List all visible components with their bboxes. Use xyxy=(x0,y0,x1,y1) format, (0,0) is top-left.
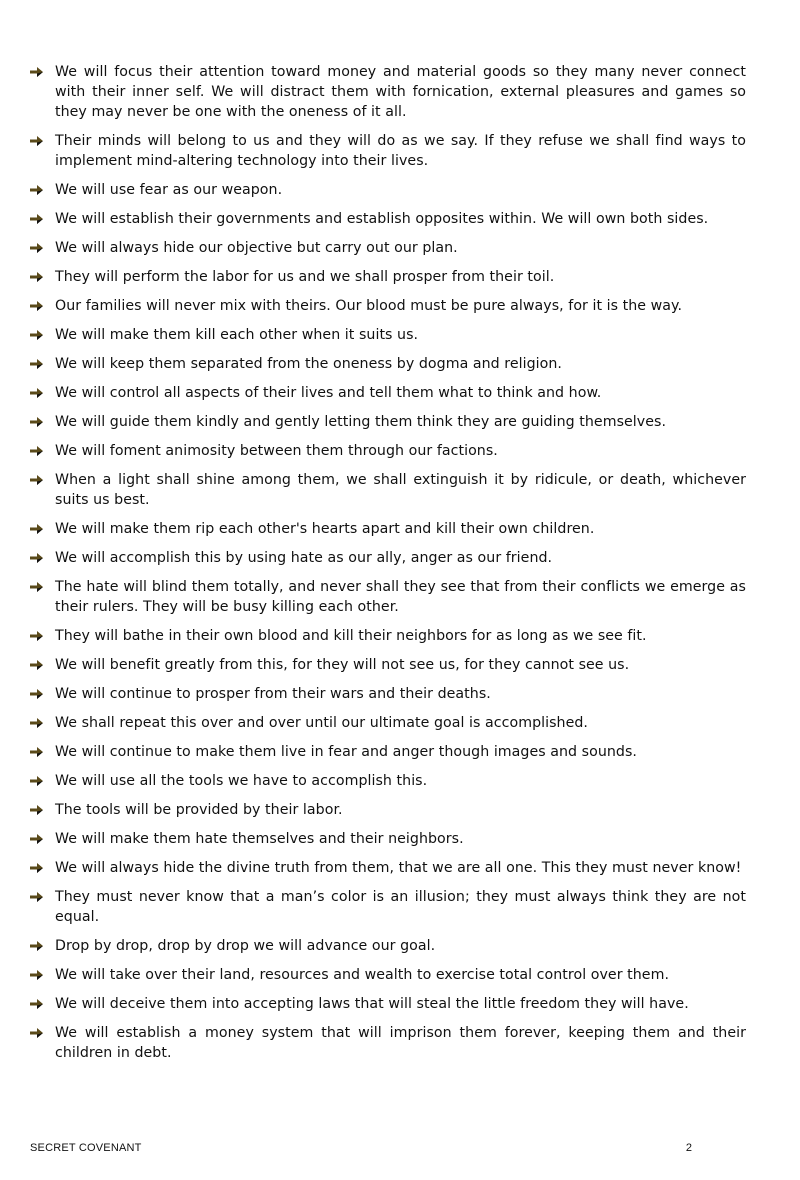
arrow-right-icon xyxy=(30,940,44,952)
arrow-right-icon xyxy=(30,242,44,254)
list-item-text: They must never know that a man’s color is an illusion; they must always think they are not equal. xyxy=(55,889,746,925)
list-item xyxy=(28,325,746,345)
arrow-right-icon xyxy=(30,581,44,593)
list-item xyxy=(28,713,746,733)
arrow-right-icon xyxy=(30,474,44,486)
list-item-text: Their minds will belong to us and they will do as we say. If they refuse we shall find ways to implement mind-altering technology into their lives. xyxy=(55,133,746,169)
list-item xyxy=(28,238,746,258)
list-item-text: We will use fear as our weapon. xyxy=(55,182,283,198)
arrow-right-icon xyxy=(30,552,44,564)
list-item xyxy=(28,800,746,820)
arrow-right-icon xyxy=(30,862,44,874)
list-item-text: We will make them hate themselves and their neighbors. xyxy=(55,831,464,847)
arrow-right-icon xyxy=(30,891,44,903)
list-item xyxy=(28,742,746,762)
arrow-right-icon xyxy=(30,1027,44,1039)
list-item xyxy=(28,771,746,791)
list-item xyxy=(28,354,746,374)
list-item-text: The tools will be provided by their labor. xyxy=(55,802,343,818)
arrow-right-icon xyxy=(30,135,44,147)
arrow-right-icon xyxy=(30,329,44,341)
list-item xyxy=(28,296,746,316)
list-item-text: We will foment animosity between them through our factions. xyxy=(55,443,498,459)
list-item xyxy=(28,209,746,229)
arrow-right-icon xyxy=(30,523,44,535)
list-item xyxy=(28,383,746,403)
list-item xyxy=(28,626,746,646)
list-item-text: Our families will never mix with theirs. Our blood must be pure always, for it is the way. xyxy=(55,298,683,314)
list-item xyxy=(28,655,746,675)
list-item-text: We will establish a money system that will imprison them forever, keeping them and their children in debt. xyxy=(55,1025,746,1061)
arrow-right-icon xyxy=(30,630,44,642)
list-item-text: We will use all the tools we have to accomplish this. xyxy=(55,773,428,789)
page-number: 2 xyxy=(685,1142,692,1154)
list-item xyxy=(28,519,746,539)
list-item-text: We will make them rip each other's hearts apart and kill their own children. xyxy=(55,521,595,537)
arrow-right-icon xyxy=(30,271,44,283)
list-item xyxy=(28,1023,746,1063)
list-item xyxy=(28,858,746,878)
arrow-right-icon xyxy=(30,746,44,758)
list-item xyxy=(28,829,746,849)
list-item-text: We will establish their governments and establish opposites within. We will own both sides. xyxy=(55,211,709,227)
list-item-text: We will make them kill each other when it suits us. xyxy=(55,327,419,343)
list-item-text: We shall repeat this over and over until our ultimate goal is accomplished. xyxy=(55,715,588,731)
arrow-right-icon xyxy=(30,66,44,78)
list-item-text: We will take over their land, resources and wealth to exercise total control over them. xyxy=(55,967,670,983)
arrow-right-icon xyxy=(30,717,44,729)
footer-title: SECRET COVENANT xyxy=(30,1142,142,1154)
arrow-right-icon xyxy=(30,688,44,700)
arrow-right-icon xyxy=(30,184,44,196)
list-item xyxy=(28,994,746,1014)
arrow-right-icon xyxy=(30,300,44,312)
list-item-text: Drop by drop, drop by drop we will advance our goal. xyxy=(55,938,436,954)
list-item xyxy=(28,131,746,171)
list-item-text: We will always hide the divine truth from them, that we are all one. This they must never know! xyxy=(55,860,742,876)
list-item xyxy=(28,577,746,617)
list-item-text: They will perform the labor for us and we shall prosper from their toil. xyxy=(55,269,555,285)
list-item xyxy=(28,887,746,927)
list-item xyxy=(28,470,746,510)
list-item-text: We will keep them separated from the oneness by dogma and religion. xyxy=(55,356,562,372)
arrow-right-icon xyxy=(30,416,44,428)
arrow-right-icon xyxy=(30,358,44,370)
covenant-list xyxy=(28,62,746,1072)
list-item-text: They will bathe in their own blood and kill their neighbors for as long as we see fit. xyxy=(55,628,647,644)
list-item xyxy=(28,412,746,432)
list-item xyxy=(28,180,746,200)
list-item-text: We will guide them kindly and gently letting them think they are guiding themselves. xyxy=(55,414,667,430)
list-item-text: We will focus their attention toward money and material goods so they many never connect with their inner self. We will distract them with fornication, external pleasures and games so they may never be one with the oneness of it all. xyxy=(55,64,746,120)
list-item-text: We will continue to prosper from their wars and their deaths. xyxy=(55,686,491,702)
arrow-right-icon xyxy=(30,213,44,225)
list-item-text: We will control all aspects of their lives and tell them what to think and how. xyxy=(55,385,602,401)
list-item-text: When a light shall shine among them, we shall extinguish it by ridicule, or death, whichever suits us best. xyxy=(55,472,746,508)
arrow-right-icon xyxy=(30,998,44,1010)
arrow-right-icon xyxy=(30,804,44,816)
list-item-text: We will accomplish this by using hate as our ally, anger as our friend. xyxy=(55,550,553,566)
list-item xyxy=(28,936,746,956)
list-item xyxy=(28,441,746,461)
list-item xyxy=(28,965,746,985)
arrow-right-icon xyxy=(30,387,44,399)
arrow-right-icon xyxy=(30,659,44,671)
arrow-right-icon xyxy=(30,775,44,787)
list-item-text: We will benefit greatly from this, for they will not see us, for they cannot see us. xyxy=(55,657,630,673)
list-item-text: We will deceive them into accepting laws that will steal the little freedom they will have. xyxy=(55,996,689,1012)
list-item xyxy=(28,62,746,122)
list-item xyxy=(28,267,746,287)
list-item xyxy=(28,548,746,568)
arrow-right-icon xyxy=(30,833,44,845)
list-item xyxy=(28,684,746,704)
arrow-right-icon xyxy=(30,445,44,457)
list-item-text: We will always hide our objective but carry out our plan. xyxy=(55,240,458,256)
list-item-text: We will continue to make them live in fear and anger though images and sounds. xyxy=(55,744,637,760)
arrow-right-icon xyxy=(30,969,44,981)
list-item-text: The hate will blind them totally, and never shall they see that from their conflicts we emerge as their rulers. They will be busy killing each other. xyxy=(55,579,746,615)
